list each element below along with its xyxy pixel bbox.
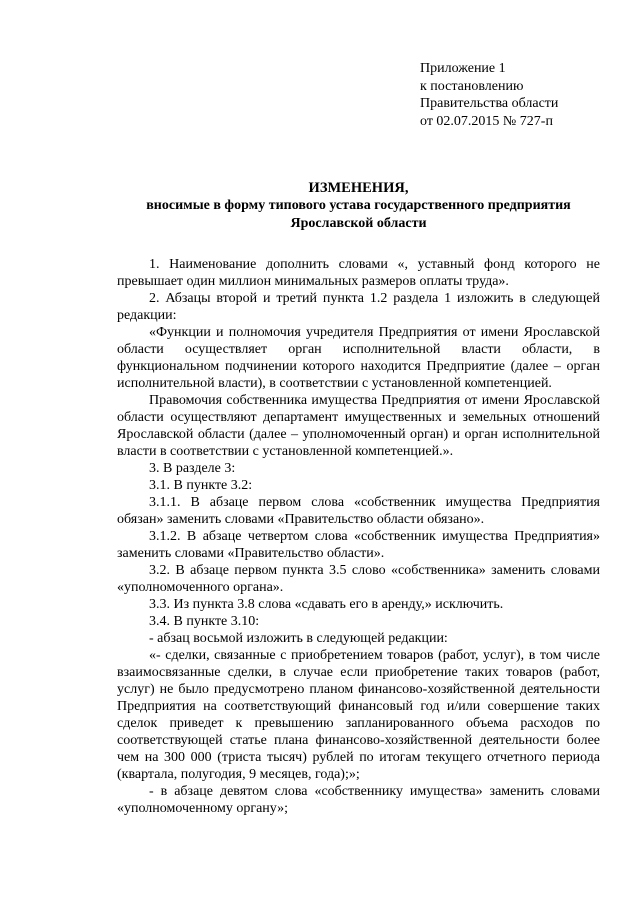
paragraph: «Функции и полномочия учредителя Предприятия от имени Ярославской области осуществляет орган исполнительной власти области, в функциональном подчинении которого находится Предприятие (далее – орган исполнительной власти), в соответствии с установленной компетенцией. [117, 325, 600, 391]
paragraph: 2. Абзацы второй и третий пункта 1.2 раздела 1 изложить в следующей редакции: [117, 291, 600, 323]
paragraph: 3.2. В абзаце первом пункта 3.5 слово «собственника» заменить словами «уполномоченного органа». [117, 563, 600, 595]
paragraph: 3.4. В пункте 3.10: [149, 614, 260, 629]
paragraph: «- сделки, связанные с приобретением товаров (работ, услуг), в том числе взаимосвязанные сделки, в случае если приобретение таких товаров (работ, услуг) не было предусмотрено планом финансово-хозяйственной деятельности Предприятия на соответствующий финансовый год и/или совершение таких сделок приведет к превышению запланированного объема расходов по соответствующей статье плана финансово-хозяйственной деятельности более чем на 300 000 (триста тысяч) рублей по итогам текущего отчетного периода (квартала, полугодия, 9 месяцев, года);»; [117, 648, 600, 782]
attachment-line-1: Приложение 1 [420, 61, 506, 76]
attachment-line-4: от 02.07.2015 № 727-п [420, 113, 553, 129]
paragraph: - абзац восьмой изложить в следующей редакции: [149, 631, 448, 646]
paragraph: 3.1.1. В абзаце первом слова «собственник имущества Предприятия обязан» заменить словами «Правительство области обязано». [117, 495, 600, 527]
paragraph: 1. Наименование дополнить словами «, уставный фонд которого не превышает один миллион минимальных размеров оплаты труда». [117, 257, 600, 289]
title-main: ИЗМЕНЕНИЯ, [308, 180, 409, 196]
paragraph: Правомочия собственника имущества Предприятия от имени Ярославской области осуществляют департамент имущественных и земельных отношений Ярославской области (далее – уполномоченный орган) и орган исполнительной власти в соответствии с установленной компетенцией.». [117, 393, 600, 459]
title-sub-2: Ярославской области [290, 216, 427, 231]
document-title [117, 179, 600, 233]
title-sub-1: вносимые в форму типового устава государственного предприятия [146, 198, 571, 213]
document-body [117, 256, 600, 817]
attachment-header [420, 60, 600, 130]
paragraph: 3.3. Из пункта 3.8 слова «сдавать его в аренду,» исключить. [149, 597, 504, 612]
attachment-line-3: Правительства области [420, 96, 559, 111]
attachment-line-2: к постановлению [420, 78, 524, 94]
paragraph: - в абзаце девятом слова «собственнику имущества» заменить словами «уполномоченному органу»; [117, 784, 600, 816]
paragraph: 3.1. В пункте 3.2: [149, 478, 253, 493]
paragraph: 3.1.2. В абзаце четвертом слова «собственник имущества Предприятия» заменить словами «Правительство области». [117, 529, 600, 561]
paragraph: 3. В разделе 3: [149, 461, 236, 476]
